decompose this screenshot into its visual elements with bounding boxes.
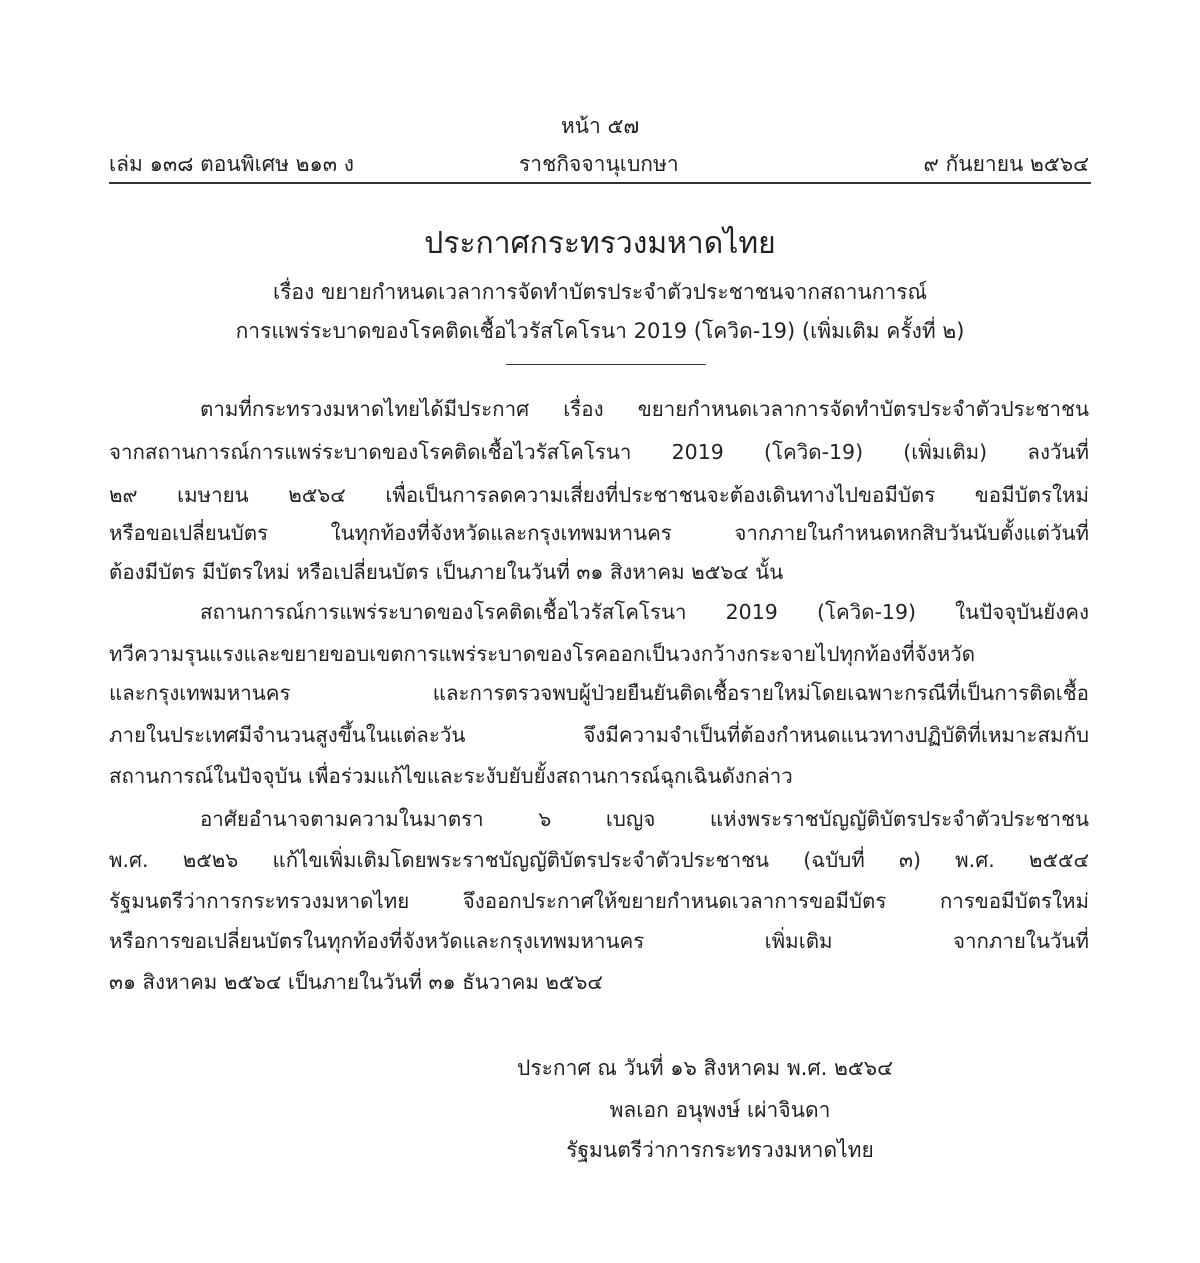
- body-line: สถานการณ์การแพร่ระบาดของโรคติดเชื้อไวรัสโคโรนา 2019 (โควิด-19) ในปัจจุบันยังคง: [200, 600, 1089, 624]
- publication-date: ๙ กันยายน ๒๕๖๔: [923, 152, 1089, 176]
- subject-line: เรื่อง ขยายกำหนดเวลาการจัดทำบัตรประจำตัวประชาชนจากสถานการณ์: [272, 280, 928, 304]
- header-rule: [109, 182, 1091, 184]
- volume-issue: เล่ม ๑๓๘ ตอนพิเศษ ๒๑๓ ง: [109, 152, 355, 176]
- body-line: หรือขอเปลี่ยนบัตร ในทุกท้องที่จังหวัดและกรุงเทพมหานคร จากภายในกำหนดหกสิบวันนับตั้งแต่วันที่: [109, 521, 1089, 545]
- subject-line: การแพร่ระบาดของโรคติดเชื้อไวรัสโคโรนา 2019 (โควิด-19) (เพิ่มเติม ครั้งที่ ๒): [235, 319, 965, 343]
- body-line: หรือการขอเปลี่ยนบัตรในทุกท้องที่จังหวัดและกรุงเทพมหานคร เพิ่มเติม จากภายในวันที่: [109, 929, 1089, 953]
- signatory-name: พลเอก อนุพงษ์ เผ่าจินดา: [609, 1098, 831, 1122]
- body-line: ภายในประเทศมีจำนวนสูงขึ้นในแต่ละวัน จึงมีความจำเป็นที่ต้องกำหนดแนวทางปฏิบัติที่เหมาะสมกับ: [109, 723, 1089, 747]
- body-line: สถานการณ์ในปัจจุบัน เพื่อร่วมแก้ไขและระงับยับยั้งสถานการณ์ฉุกเฉินดังกล่าว: [109, 764, 793, 788]
- body-line: ทวีความรุนแรงและขยายขอบเขตการแพร่ระบาดของโรคออกเป็นวงกว้างกระจายไปทุกท้องที่จังหวัด: [109, 642, 976, 666]
- announcement-title: ประกาศกระทรวงมหาดไทย: [424, 226, 776, 261]
- body-line: รัฐมนตรีว่าการกระทรวงมหาดไทย จึงออกประกาศให้ขยายกำหนดเวลาการขอมีบัตร การขอมีบัตรใหม่: [109, 889, 1089, 913]
- body-line: ๒๙ เมษายน ๒๕๖๔ เพื่อเป็นการลดความเสี่ยงที่ประชาชนจะต้องเดินทางไปขอมีบัตร ขอมีบัตรใหม่: [109, 483, 1089, 507]
- body-line: พ.ศ. ๒๕๒๖ แก้ไขเพิ่มเติมโดยพระราชบัญญัติบัตรประจำตัวประชาชน (ฉบับที่ ๓) พ.ศ. ๒๕๕๔: [109, 848, 1089, 872]
- publication-name: ราชกิจจานุเบกษา: [519, 152, 679, 176]
- signatory-position: รัฐมนตรีว่าการกระทรวงมหาดไทย: [566, 1138, 874, 1162]
- title-divider: [506, 364, 706, 365]
- body-line: จากสถานการณ์การแพร่ระบาดของโรคติดเชื้อไวรัสโคโรนา 2019 (โควิด-19) (เพิ่มเติม) ลงวันที่: [109, 440, 1089, 464]
- page-number: หน้า ๕๗: [560, 114, 640, 138]
- body-line: ตามที่กระทรวงมหาดไทยได้มีประกาศ เรื่อง ขยายกำหนดเวลาการจัดทำบัตรประจำตัวประชาชน: [200, 397, 1089, 421]
- body-line: อาศัยอำนาจตามความในมาตรา ๖ เบญจ แห่งพระราชบัญญัติบัตรประจำตัวประชาชน: [200, 807, 1089, 831]
- body-line: และกรุงเทพมหานคร และการตรวจพบผู้ป่วยยืนยันติดเชื้อรายใหม่โดยเฉพาะกรณีที่เป็นการติดเชื้อ: [109, 681, 1089, 705]
- gazette-header: [109, 148, 1089, 182]
- body-line: ต้องมีบัตร มีบัตรใหม่ หรือเปลี่ยนบัตร เป็นภายในวันที่ ๓๑ สิงหาคม ๒๕๖๔ นั้น: [109, 560, 784, 584]
- announcement-date: ประกาศ ณ วันที่ ๑๖ สิงหาคม พ.ศ. ๒๕๖๔: [517, 1056, 893, 1080]
- body-line: ๓๑ สิงหาคม ๒๕๖๔ เป็นภายในวันที่ ๓๑ ธันวาคม ๒๕๖๔: [109, 970, 603, 994]
